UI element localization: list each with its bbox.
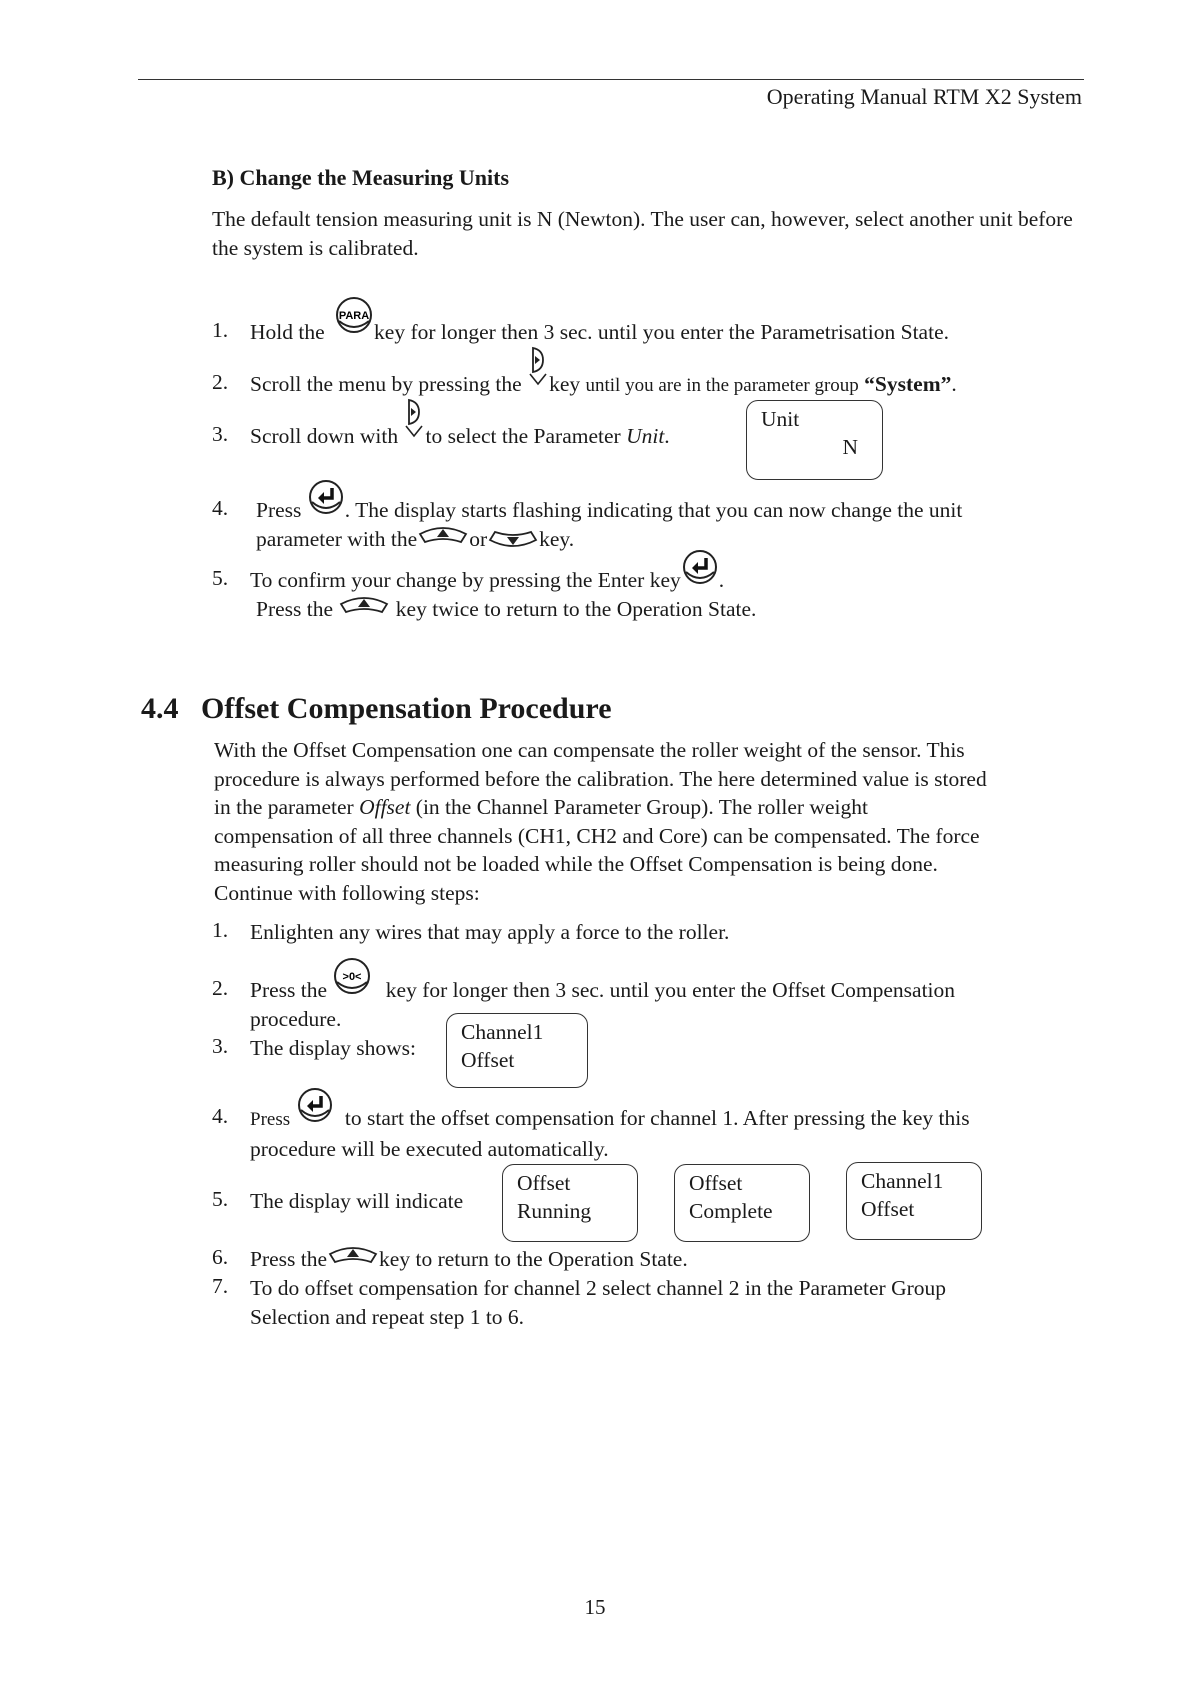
up-key-icon <box>338 596 390 626</box>
intro-line: measuring roller should not be loaded while the Offset Compensation is being done. <box>214 852 938 876</box>
lcd-display-unit <box>746 400 883 480</box>
step-text: . <box>664 424 670 448</box>
step-text: Press the <box>250 1247 328 1271</box>
lcd-line-1: Offset <box>689 1171 743 1195</box>
step-text: . <box>951 372 957 396</box>
parameter-name: Offset <box>359 795 411 819</box>
step-text: Selection and repeat step 1 to 6. <box>250 1304 525 1329</box>
step-text: Press <box>256 498 302 522</box>
step-text: key <box>549 372 581 396</box>
section-heading <box>141 692 612 726</box>
step-number: 3. <box>212 1034 229 1058</box>
step-number: 1. <box>212 318 229 342</box>
step-text: Scroll down with <box>250 424 399 448</box>
intro-line: Continue with following steps: <box>214 880 480 905</box>
list-item <box>250 370 957 401</box>
step-number: 1. <box>212 918 229 942</box>
list-item <box>250 1104 1080 1163</box>
step-text: or <box>469 526 488 551</box>
intro-line: procedure is always performed before the calibration. The here determined value is stored <box>214 766 987 791</box>
list-item <box>250 566 1070 625</box>
step-number: 6. <box>212 1245 229 1269</box>
lcd-line-2: N <box>842 435 858 459</box>
group-name: “System” <box>864 372 952 396</box>
lcd-line-2: Offset <box>861 1197 915 1221</box>
para-key-label: PARA <box>338 310 370 323</box>
intro-line: compensation of all three channels (CH1, CH2 and Core) can be compensated. The force <box>214 823 980 848</box>
enter-key-icon <box>307 478 345 524</box>
list-item: The display will indicate <box>250 1189 464 1213</box>
lcd-line-2: Offset <box>461 1048 515 1072</box>
step-number: 5. <box>212 1187 229 1211</box>
section-number: 4.4 <box>141 692 179 725</box>
step-number: 5. <box>212 566 229 590</box>
section-intro <box>214 736 1094 907</box>
up-key-icon <box>417 526 469 556</box>
zero-key-label: >0< <box>342 971 362 984</box>
lcd-display-channel-offset <box>846 1162 982 1240</box>
list-item <box>256 496 1076 555</box>
step-text: key for longer then 3 sec. until you enter the Parametrisation State. <box>374 320 949 344</box>
step-text: parameter with the <box>256 526 418 551</box>
zero-key-icon <box>332 957 372 1003</box>
intro-text: in the parameter <box>214 795 354 819</box>
running-header: Operating Manual RTM X2 System <box>766 84 1082 109</box>
step-number: 7. <box>212 1274 229 1298</box>
para-key-icon <box>334 296 374 342</box>
enter-key-icon <box>296 1086 334 1132</box>
step-text: Hold the <box>250 320 325 344</box>
step-text: Scroll the menu by pressing the <box>250 372 522 396</box>
enter-key-icon <box>681 548 719 594</box>
step-number: 4. <box>212 496 229 520</box>
lcd-line-1: Unit <box>761 407 800 431</box>
step-number: 2. <box>212 370 229 394</box>
list-item: The display shows: <box>250 1036 417 1060</box>
step-text: Press the <box>250 978 328 1002</box>
step-text: Press <box>250 1109 291 1130</box>
step-text: procedure will be executed automatically. <box>250 1136 609 1161</box>
header-rule <box>138 79 1084 80</box>
parameter-name: Unit <box>626 424 665 448</box>
step-text: . The display starts flashing indicating that you can now change the unit <box>344 498 963 522</box>
step-text: key twice to return to the Operation State. <box>395 596 757 621</box>
up-key-icon <box>327 1246 379 1276</box>
scroll-right-key-icon <box>527 344 549 394</box>
step-text: key. <box>539 526 575 551</box>
subsection-title: B) Change the Measuring Units <box>212 165 510 190</box>
list-item <box>250 422 670 451</box>
step-text: To do offset compensation for channel 2 select channel 2 in the Parameter Group <box>250 1276 947 1300</box>
list-item <box>250 971 1070 1033</box>
step-text: procedure. <box>250 1006 342 1031</box>
list-item <box>250 1245 688 1276</box>
list-item: Enlighten any wires that may apply a force to the roller. <box>250 920 730 944</box>
step-number: 2. <box>212 976 229 1000</box>
step-text: key for longer then 3 sec. until you enter the Offset Compensation <box>385 978 956 1002</box>
lcd-line-2: Complete <box>689 1199 773 1223</box>
step-text: . <box>718 568 725 592</box>
step-number: 4. <box>212 1104 229 1128</box>
list-item <box>250 1274 1080 1331</box>
section-title: Offset Compensation Procedure <box>201 692 612 725</box>
intro-text: (in the Channel Parameter Group). The roller weight <box>415 795 868 819</box>
lcd-line-1: Offset <box>517 1171 571 1195</box>
lcd-display-offset-complete <box>674 1164 810 1242</box>
scroll-right-key-icon <box>403 396 425 446</box>
list-item <box>250 310 949 347</box>
step-number: 3. <box>212 422 229 446</box>
lcd-line-1: Channel1 <box>861 1169 944 1193</box>
intro-line: With the Offset Compensation one can compensate the roller weight of the sensor. This <box>214 738 965 762</box>
down-key-icon <box>487 526 539 556</box>
step-text: to start the offset compensation for channel 1. After pressing the key this <box>344 1106 970 1130</box>
step-text: To confirm your change by pressing the Enter key <box>250 568 681 592</box>
lcd-display-channel <box>446 1013 588 1088</box>
step-text: to select the Parameter <box>425 424 621 448</box>
intro-line <box>214 793 1094 822</box>
lcd-line-2: Running <box>517 1199 592 1223</box>
lcd-display-offset-running <box>502 1164 638 1242</box>
subsection-intro: The default tension measuring unit is N (Newton). The user can, however, select another unit before the system is calibrated. <box>212 207 1073 260</box>
step-text: Press the <box>256 596 334 621</box>
lcd-line-1: Channel1 <box>461 1020 544 1044</box>
step-text: key to return to the Operation State. <box>379 1247 688 1271</box>
step-text: until you are in the parameter group <box>585 375 859 396</box>
page-number: 15 <box>584 1595 606 1619</box>
